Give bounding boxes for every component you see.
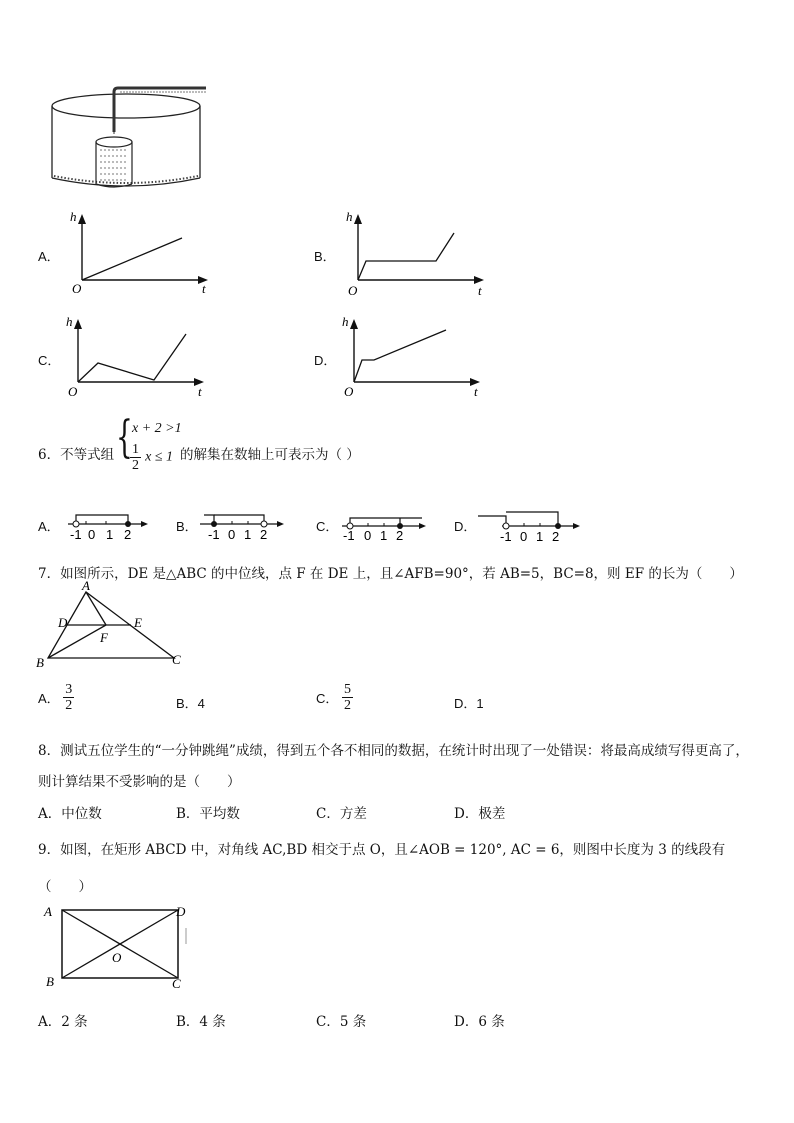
q5-graph-d <box>336 310 496 402</box>
q7-label-b: B <box>36 655 44 670</box>
q7-option-a-letter: A． <box>38 691 60 706</box>
q5-c-origin: O <box>68 384 78 399</box>
q8-line-2: 则计算结果不受影响的是（ ） <box>38 774 241 790</box>
q6-d-tick-4: 2 <box>552 529 560 544</box>
q9-label-c: C <box>172 976 181 991</box>
q6-suffix: 的解集在数轴上可表示为（ ） <box>180 447 360 463</box>
q7-option-c-letter: C． <box>316 691 339 706</box>
q6-ineq2-den: 2 <box>132 458 139 473</box>
q6-numberline-b <box>198 506 288 542</box>
q6-ineq2-rest: x ≤ 1 <box>145 449 174 465</box>
q6-a-tick-4: 2 <box>124 527 132 542</box>
q9-option-d: D．6 条 <box>454 1014 505 1030</box>
q8-option-c: C．方差 <box>316 806 367 822</box>
q5-d-axis-t: t <box>474 384 478 399</box>
q9-rectangle-figure <box>40 898 200 994</box>
q5-c-axis-t: t <box>198 384 202 399</box>
q6-ineq2-num: 1 <box>132 442 139 457</box>
q9-label-b: B <box>46 974 54 989</box>
q6-b-tick-2: 0 <box>228 527 236 542</box>
q7-option-a <box>38 682 74 713</box>
q6-option-a-letter: A． <box>38 519 60 534</box>
q7-triangle-figure <box>34 580 194 670</box>
q5-graph-a <box>64 205 224 297</box>
q7-option-a-num: 3 <box>65 682 73 697</box>
q9-option-b: B．4 条 <box>176 1014 226 1030</box>
q6-b-tick-1: -1 <box>208 527 220 542</box>
q6-brace: { <box>116 412 133 463</box>
q7-label-e: E <box>134 615 142 630</box>
q9-label-d: D <box>176 904 186 919</box>
q6-option-b-letter: B． <box>176 519 198 534</box>
q8-option-b: B．平均数 <box>176 806 240 822</box>
q7-option-d-letter: D． <box>454 696 477 711</box>
q5-option-d-letter: D． <box>314 353 337 368</box>
q5-c-curve <box>78 334 186 382</box>
q7-label-f: F <box>100 630 108 645</box>
q5-b-curve <box>358 233 454 280</box>
q6-numberline-c <box>338 506 430 542</box>
q5-b-axis-h: h <box>346 209 353 224</box>
q5-a-origin: O <box>72 281 82 296</box>
q5-a-axis-t: t <box>202 281 206 296</box>
q6-inequality-2 <box>130 442 173 473</box>
q5-option-a-letter: A． <box>38 249 60 264</box>
container-figure <box>40 80 210 192</box>
q9-label-a: A <box>44 904 52 919</box>
q6-numberline-a <box>62 506 152 542</box>
q6-option-d-letter: D． <box>454 519 477 534</box>
q7-label-c: C <box>172 652 181 667</box>
q6-c-tick-3: 1 <box>380 528 388 542</box>
q6-d-tick-1: -1 <box>500 529 512 544</box>
q7-option-c <box>316 682 353 713</box>
q5-b-origin: O <box>348 283 358 297</box>
q8-line-1: 8．测试五位学生的“一分钟跳绳”成绩，得到五个各不相同的数据，在统计时出现了一处错误：将最高成绩写得更高了， <box>38 743 749 759</box>
q6-inequality-1: x + 2 >1 <box>132 421 182 436</box>
q5-option-c-letter: C． <box>38 353 61 368</box>
q5-graph-b <box>340 205 500 297</box>
q6-prefix: 6．不等式组 <box>38 447 115 463</box>
q9-label-o: O <box>112 950 122 965</box>
q7-option-b-letter: B． <box>176 696 198 711</box>
q9-option-c: C．5 条 <box>316 1014 367 1030</box>
q5-d-origin: O <box>344 384 354 399</box>
q5-a-curve <box>82 238 182 280</box>
q6-a-tick-3: 1 <box>106 527 114 542</box>
q7-option-b-value: 4 <box>197 696 205 711</box>
q8-option-a: A．中位数 <box>38 806 102 822</box>
q7-option-c-den: 2 <box>344 698 352 713</box>
q7-label-a: A <box>82 580 90 593</box>
q6-b-tick-4: 2 <box>260 527 268 542</box>
q5-graph-c <box>60 310 220 402</box>
q7-option-d <box>454 693 484 712</box>
q5-b-axis-t: t <box>478 283 482 297</box>
q6-numberline-d <box>476 504 586 544</box>
q7-label-d: D <box>58 615 68 630</box>
q5-option-b-letter: B． <box>314 249 336 264</box>
q6-a-tick-2: 0 <box>88 527 96 542</box>
q7-option-d-value: 1 <box>476 696 484 711</box>
q5-a-axis-h: h <box>70 209 77 224</box>
q9-line-2: （ ） <box>38 879 92 895</box>
q6-d-tick-2: 0 <box>520 529 528 544</box>
q7-option-b <box>176 693 205 712</box>
q5-d-curve <box>354 330 446 382</box>
q6-a-tick-1: -1 <box>70 527 82 542</box>
q7-option-c-num: 5 <box>344 682 352 697</box>
q6-c-tick-2: 0 <box>364 528 372 542</box>
q5-d-axis-h: h <box>342 314 349 329</box>
q6-b-tick-3: 1 <box>244 527 252 542</box>
q6-c-tick-1: -1 <box>343 528 355 542</box>
q6-option-c-letter: C． <box>316 519 339 534</box>
q9-line-1: 9．如图，在矩形 ABCD 中，对角线 AC,BD 相交于点 O，且∠AOB = 120°, AC = 6，则图中长度为 3 的线段有 <box>38 842 726 858</box>
q6-d-tick-3: 1 <box>536 529 544 544</box>
q9-option-a: A．2 条 <box>38 1014 88 1030</box>
q7-option-a-den: 2 <box>65 698 73 713</box>
q7-text: 7．如图所示，DE 是△ABC 的中位线，点 F 在 DE 上，且∠AFB=90°，若 AB=5，BC=8，则 EF 的长为（ ） <box>38 566 743 582</box>
q6-c-tick-4: 2 <box>396 528 404 542</box>
q5-c-axis-h: h <box>66 314 73 329</box>
q8-option-d: D．极差 <box>454 806 506 822</box>
